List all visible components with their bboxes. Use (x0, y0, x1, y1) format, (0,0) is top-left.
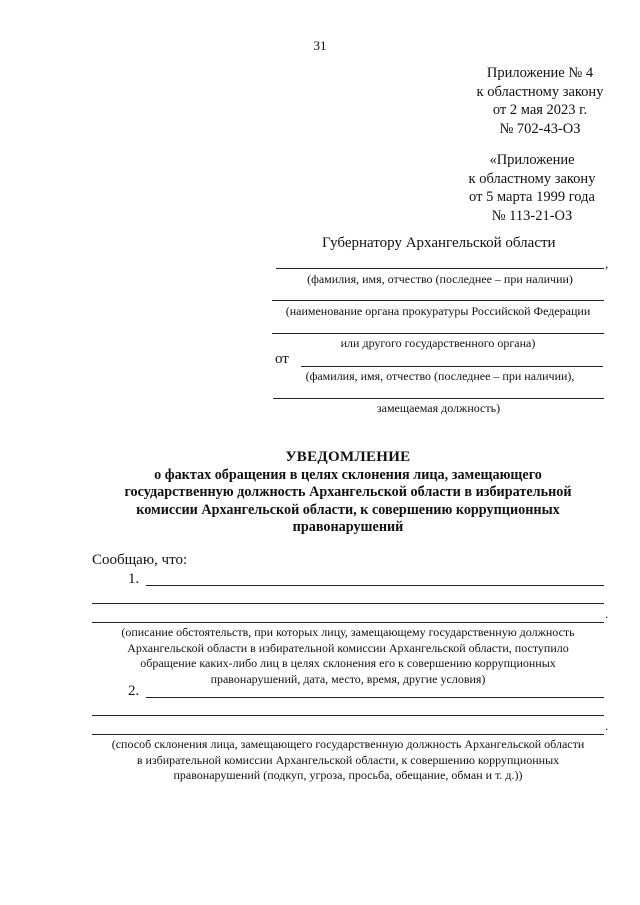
notice-title (90, 449, 606, 537)
from-fio-hint: (фамилия, имя, отчество (последнее – при наличии), (305, 369, 575, 383)
appendix-current-line2: к областному закону (476, 83, 604, 100)
item2-period: . (605, 718, 609, 733)
item1-line-3 (92, 622, 604, 623)
appendix-original-line4: № 113-21-ОЗ (491, 207, 573, 224)
item2-line-3 (92, 734, 604, 735)
organ-line-1 (272, 300, 604, 301)
notice-title-line2: государственную должность Архангельской области в избирательной (124, 484, 572, 500)
addressee-governor: Губернатору Архангельской области (322, 235, 556, 251)
item2-number: 2. (128, 683, 140, 699)
page-number: 31 (313, 38, 327, 53)
from-label: от (275, 351, 289, 367)
appendix-current-line1: Приложение № 4 (486, 65, 594, 81)
item1-note-line1: (описание обстоятельств, при которых лицу, замещающему государственную должность (121, 625, 575, 639)
item1-note-line3: обращение каких-либо лиц в целях склонения его к совершению коррупционных (140, 656, 556, 670)
item2-note-line3: правонарушений (подкуп, угроза, просьба, обещание, обман и т. д.)) (173, 768, 523, 782)
notice-title-line4: правонарушений (292, 519, 404, 535)
item2-line-1 (146, 697, 604, 698)
addressee-fio-line (276, 268, 604, 269)
appendix-current-block (440, 64, 640, 138)
organ-hint-1: (наименование органа прокуратуры Российской Федерации (285, 304, 591, 318)
addressee-comma: , (605, 256, 609, 271)
addressee-fio-hint: (фамилия, имя, отчество (последнее – при наличии) (307, 272, 573, 286)
item1-line-1 (146, 585, 604, 586)
organ-hint-2: или другого государственного органа) (340, 336, 536, 350)
appendix-original-line1: «Приложение (489, 152, 575, 168)
appendix-original-block (432, 151, 632, 225)
notice-title-line1: о фактах обращения в целях склонения лица, замещающего (154, 466, 542, 483)
position-line (273, 398, 604, 399)
item2-line-2 (92, 715, 604, 716)
item1-number: 1. (128, 571, 140, 587)
organ-line-2 (272, 333, 604, 334)
item1-note (90, 625, 606, 687)
appendix-original-line3: от 5 марта 1999 года (469, 189, 595, 205)
appendix-current-line3: от 2 мая 2023 г. (492, 102, 588, 118)
item1-line-2 (92, 603, 604, 604)
item2-note-line2: в избирательной комиссии Архангельской области, к совершению коррупционных (136, 752, 560, 767)
appendix-current-line4: № 702-43-ОЗ (499, 120, 581, 137)
item1-note-line4: правонарушений, дата, место, время, другие условия) (210, 671, 486, 686)
from-fio-line (301, 366, 603, 367)
item2-note-line1: (способ склонения лица, замещающего государственную должность Архангельской области (111, 737, 585, 751)
notice-title-line3: комиссии Архангельской области, к совершению коррупционных (136, 501, 560, 518)
appendix-original-line2: к областному закону (468, 170, 596, 187)
item1-period: . (605, 606, 609, 621)
item1-note-line2: Архангельской области в избирательной комиссии Архангельской области, поступило (127, 640, 569, 655)
intro-text: Сообщаю, что: (92, 552, 188, 568)
item2-note (90, 737, 606, 784)
notice-title-head: УВЕДОМЛЕНИЕ (285, 449, 411, 465)
position-hint: замещаемая должность) (376, 401, 501, 415)
